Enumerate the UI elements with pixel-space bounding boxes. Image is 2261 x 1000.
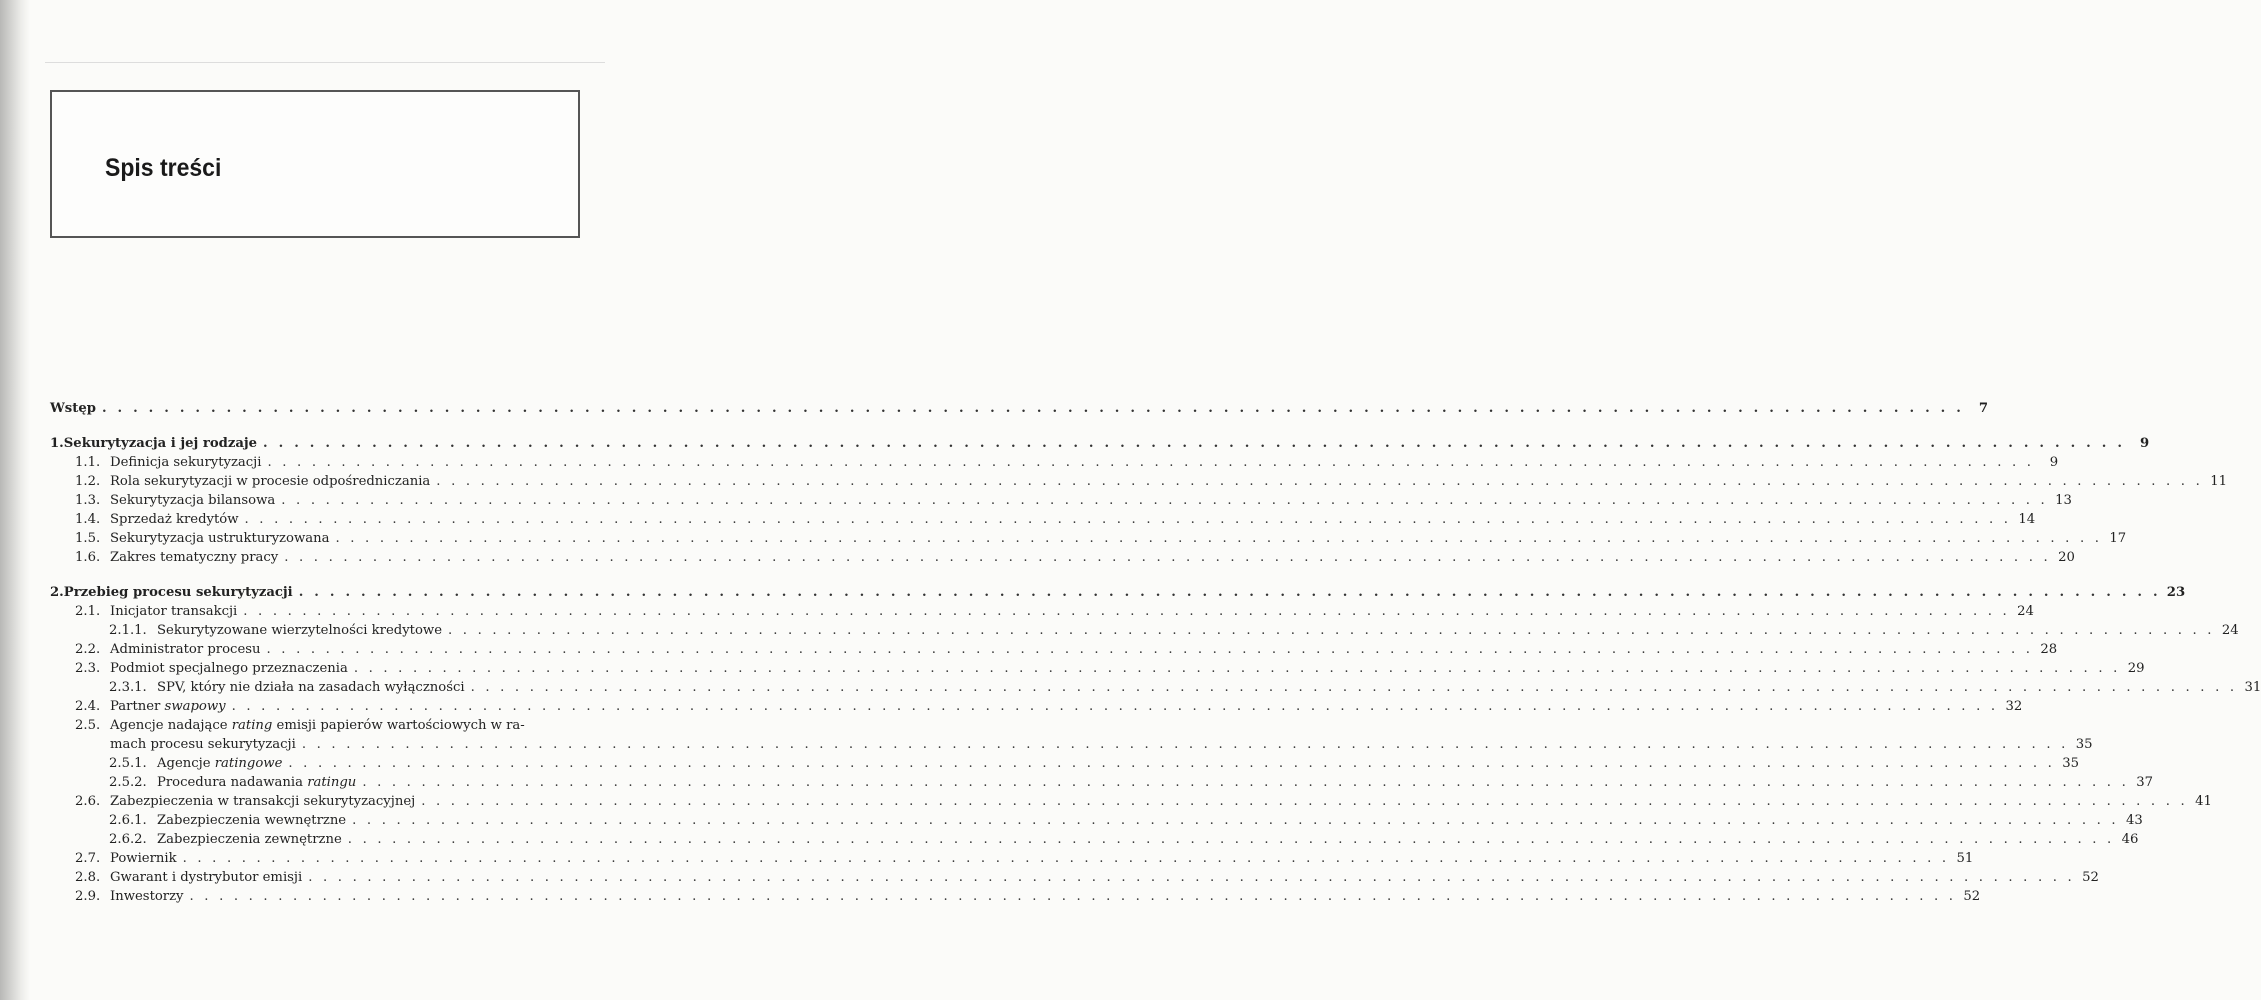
dot-leader: . . . . . . . . . . . . . . . . . . . . . . . . . . . . . . . . . . . . . . . . . . . . . . . . . . . . . . . . . . . . . . . . . . . . . . . . . . . . . . . . . . . . . . . . . . . . . . . . . . . . . . . . . . . . . . . . . . . . . . . .	[281, 493, 2048, 508]
toc-entry-label	[110, 548, 278, 567]
toc-entry-label	[110, 602, 237, 621]
toc-entry	[50, 830, 2139, 849]
dot-leader: . . . . . . . . . . . . . . . . . . . . . . . . . . . . . . . . . . . . . . . . . . . . . . . . . . . . . . . . . . . . . . . . . . . . . . . . . . . . . . . . . . . . . . . . . . . . . . . . . . . . . . . . . . . . . . . . . . . . . . . .	[266, 642, 2034, 657]
toc-entry-page: 51	[1956, 851, 1974, 866]
toc-entry-number: 2.4.	[75, 699, 101, 714]
toc-entry-label-part: Procedura nadawania	[157, 775, 308, 790]
toc-entry-number: 2.5.	[75, 718, 101, 733]
dot-leader: . . . . . . . . . . . . . . . . . . . . . . . . . . . . . . . . . . . . . . . . . . . . . . . . . . . . . . . . . . . . . . . . . . . . . . . . . . . . . . . . . . . . . . . . . . . . . . . . . . . . . . . . . . . . . . . . . . . . . . . .	[267, 455, 2035, 470]
toc-entry-page: 24	[2221, 623, 2239, 638]
toc-entry-page: 28	[2040, 642, 2058, 657]
toc-entry	[50, 773, 2153, 792]
toc-entry-label	[110, 453, 261, 472]
toc-entry-label-part: Inwestorzy	[110, 889, 184, 904]
toc-entry-label-part: ratingu	[307, 775, 357, 790]
toc-entry-number: 2.6.2.	[109, 832, 147, 847]
toc-entry-label-part: emisji papierów wartościowych w ra-	[272, 718, 525, 733]
toc-entry-label	[110, 716, 525, 735]
toc-entry-label	[110, 640, 261, 659]
dot-leader: . . . . . . . . . . . . . . . . . . . . . . . . . . . . . . . . . . . . . . . . . . . . . . . . . . . . . . . . . . . . . . . . . . . . . . . . . . . . . . . . . . . . . . . . . . . . . . . . . . . . . . . . . . . . . . . . . . . . . . . .	[244, 512, 2012, 527]
toc-entry-label-part: Agencje	[157, 756, 215, 771]
toc-entry	[50, 678, 2261, 697]
toc-entry	[50, 887, 1981, 906]
toc-entry-label	[157, 811, 346, 830]
toc-entry-number: 2.5.2.	[109, 775, 147, 790]
toc-entry-label	[110, 887, 184, 906]
toc-entry-label	[110, 849, 177, 868]
toc-entry-label	[110, 659, 348, 678]
toc-entry-number: 1.	[50, 436, 64, 451]
dot-leader: . . . . . . . . . . . . . . . . . . . . . . . . . . . . . . . . . . . . . . . . . . . . . . . . . . . . . . . . . . . . . . . . . . . . . . . . . . . . . . . . . . . . . . . . . . . . . . . . . . . . . . . . . . . . . . . . . . . . . . . .	[284, 550, 2051, 565]
toc-entry	[50, 735, 2093, 754]
toc-entry-label-part: Zakres tematyczny pracy	[110, 550, 279, 565]
toc-entry-label-part: Rola sekurytyzacji w procesie odpośredniczania	[110, 474, 431, 489]
toc-entry-number: 2.6.	[75, 794, 101, 809]
toc-entry-label-part: Powiernik	[110, 851, 177, 866]
toc-entry-page: 31	[2244, 680, 2261, 695]
toc-entry-label	[110, 735, 296, 754]
toc-entry-page: 29	[2127, 661, 2145, 676]
toc-entry	[50, 697, 2023, 716]
toc-entry-page: 23	[2166, 585, 2186, 600]
toc-entry-page: 11	[2210, 474, 2227, 489]
toc-entry	[50, 399, 1989, 418]
dot-leader: . . . . . . . . . . . . . . . . . . . . . . . . . . . . . . . . . . . . . . . . . . . . . . . . . . . . . . . . . . . . . . . . . . . . . . . . . . . . . . . . . . . . . . . . . . . . . . . . . . . . . . . . . . . . . . . . . . . . . . . .	[308, 870, 2075, 885]
toc-entry-label-part: rating	[231, 718, 273, 733]
toc-entry-page: 35	[2062, 756, 2080, 771]
toc-entry-label	[157, 773, 356, 792]
dot-leader: . . . . . . . . . . . . . . . . . . . . . . . . . . . . . . . . . . . . . . . . . . . . . . . . . . . . . . . . . . . . . . . . . . . . . . . . . . . . . . . . . . . . . . . . . . . . . . . . . . . . . . . . . . . . . . . . . . . . . . . .	[101, 401, 1965, 416]
toc-entry-label-part: Zabezpieczenia w transakcji sekurytyzacyjnej	[110, 794, 416, 809]
toc-entry-page: 52	[1963, 889, 1981, 904]
toc-entry	[50, 792, 2212, 811]
toc-entry-number: 2.8.	[75, 870, 101, 885]
toc-entry-label-part: Sekurytyzowane wierzytelności kredytowe	[157, 623, 443, 638]
toc-entry	[50, 453, 2059, 472]
toc-entry-label-part: swapowy	[164, 699, 226, 714]
toc-entry-label-part: mach procesu sekurytyzacji	[110, 737, 296, 752]
toc-entry-page: 52	[2082, 870, 2099, 885]
toc-entry	[50, 472, 2227, 491]
toc-entry-number: 1.1.	[75, 455, 101, 470]
toc-entry	[50, 716, 556, 735]
toc-entry-label	[157, 830, 342, 849]
dot-leader: . . . . . . . . . . . . . . . . . . . . . . . . . . . . . . . . . . . . . . . . . . . . . . . . . . . . . . . . . . . . . . . . . . . . . . . . . . . . . . . . . . . . . . . . . . . . . . . . . . . . . . . . . . . . . . . . . . . . . . . .	[189, 889, 1957, 904]
toc-entry-label-part: Sekurytyzacja i jej rodzaje	[63, 436, 258, 451]
toc-entry	[50, 868, 2099, 887]
dot-leader: . . . . . . . . . . . . . . . . . . . . . . . . . . . . . . . . . . . . . . . . . . . . . . . . . . . . . . . . . . . . . . . . . . . . . . . . . . . . . . . . . . . . . . . . . . . . . . . . . . . . . . . . . . . . . . . . . . . . . . . .	[352, 813, 2119, 828]
toc-entry-page: 43	[2126, 813, 2143, 828]
dot-leader: . . . . . . . . . . . . . . . . . . . . . . . . . . . . . . . . . . . . . . . . . . . . . . . . . . . . . . . . . . . . . . . . . . . . . . . . . . . . . . . . . . . . . . . . . . . . . . . . . . . . . . . . . . . . . . . . . . . . . . . .	[347, 832, 2115, 847]
dot-leader: . . . . . . . . . . . . . . . . . . . . . . . . . . . . . . . . . . . . . . . . . . . . . . . . . . . . . . . . . . . . . . . . . . . . . . . . . . . . . . . . . . . . . . . . . . . . . . . . . . . . . . . . . . . . . . . . . . . . . . . .	[421, 794, 2188, 809]
title-box	[50, 90, 580, 238]
toc-entry-label	[157, 678, 465, 697]
toc-entry-number: 1.5.	[75, 531, 101, 546]
toc-entry-page: 24	[2017, 604, 2034, 619]
toc-entry-label-part: Gwarant i dystrybutor emisji	[110, 870, 303, 885]
dot-leader: . . . . . . . . . . . . . . . . . . . . . . . . . . . . . . . . . . . . . . . . . . . . . . . . . . . . . . . . . . . . . . . . . . . . . . . . . . . . . . . . . . . . . . . . . . . . . . . . . . . . . . . . . . . . . . . . . . . . . . . .	[362, 775, 2129, 790]
toc-entry	[50, 849, 1974, 868]
toc-entry-number: 2.3.1.	[109, 680, 147, 695]
toc-entry-page: 14	[2018, 512, 2036, 527]
toc-entry-page: 13	[2055, 493, 2072, 508]
toc-entry-label-part: Administrator procesu	[110, 642, 261, 657]
toc-entry	[50, 659, 2145, 678]
toc-entry	[50, 491, 2072, 510]
toc-entry	[50, 754, 2080, 773]
dot-leader: . . . . . . . . . . . . . . . . . . . . . . . . . . . . . . . . . . . . . . . . . . . . . . . . . . . . . . . . . . . . . . . . . . . . . . . . . . . . . . . . . . . . . . . . . . . . . . . . . . . . . . . . . . . . . . . . . . . . . . . .	[182, 851, 1950, 866]
toc-entry	[50, 621, 2239, 640]
toc-entry	[50, 548, 2075, 567]
dot-leader: . . . . . . . . . . . . . . . . . . . . . . . . . . . . . . . . . . . . . . . . . . . . . . . . . . . . . . . . . . . . . . . . . . . . . . . . . . . . . . . . . . . . . . . . . . . . . . . . . . . . . . . . . . . . . . . . . . . . . . . .	[243, 604, 2010, 619]
toc-entry-page: 35	[2075, 737, 2093, 752]
toc-entry-label	[64, 434, 257, 453]
toc-entry-label-part: Podmiot specjalnego przeznaczenia	[110, 661, 348, 676]
dot-leader: . . . . . . . . . . . . . . . . . . . . . . . . . . . . . . . . . . . . . . . . . . . . . . . . . . . . . . . . . . . . . . . . . . . . . . . . . . . . . . . . . . . . . . . . . . . . . . . . . . . . . . . . . . . . . . . . . . . . . . . .	[470, 680, 2238, 695]
dot-leader: . . . . . . . . . . . . . . . . . . . . . . . . . . . . . . . . . . . . . . . . . . . . . . . . . . . . . . . . . . . . . . . . . . . . . . . . . . . . . . . . . . . . . . . . . . . . . . . . . . . . . . . . . . . . . . . . . . . . . . . .	[448, 623, 2215, 638]
toc-entry-label-part: Sekurytyzacja bilansowa	[110, 493, 276, 508]
dot-leader: . . . . . . . . . . . . . . . . . . . . . . . . . . . . . . . . . . . . . . . . . . . . . . . . . . . . . . . . . . . . . . . . . . . . . . . . . . . . . . . . . . . . . . . . . . . . . . . . . . . . . . . . . . . . . . . . . . . . . . . .	[298, 585, 2161, 600]
toc-entry-label	[64, 583, 293, 602]
toc-entry	[50, 811, 2143, 830]
toc-entry	[50, 583, 2186, 602]
toc-entry-label-part: Sprzedaż kredytów	[110, 512, 239, 527]
toc-entry-page: 32	[2005, 699, 2023, 714]
toc-entry-label-part: Inicjator transakcji	[110, 604, 238, 619]
toc-entry-page: 46	[2121, 832, 2139, 847]
dot-leader: . . . . . . . . . . . . . . . . . . . . . . . . . . . . . . . . . . . . . . . . . . . . . . . . . . . . . . . . . . . . . . . . . . . . . . . . . . . . . . . . . . . . . . . . . . . . . . . . . . . . . . . . . . . . . . . . . . . . . . . .	[301, 737, 2069, 752]
toc-entry-label	[110, 529, 329, 548]
toc-entry-label-part: Zabezpieczenia zewnętrzne	[157, 832, 342, 847]
toc-entry-number: 2.5.1.	[109, 756, 147, 771]
toc-entry-label	[110, 868, 302, 887]
toc-entry-page: 37	[2136, 775, 2153, 790]
dot-leader: . . . . . . . . . . . . . . . . . . . . . . . . . . . . . . . . . . . . . . . . . . . . . . . . . . . . . . . . . . . . . . . . . . . . . . . . . . . . . . . . . . . . . . . . . . . . . . . . . . . . . . . . . . . . . . . . . . . . . . . .	[436, 474, 2203, 489]
toc-entry-number: 1.3.	[75, 493, 101, 508]
page-gutter-shadow	[0, 0, 30, 1000]
toc-entry	[50, 640, 2058, 659]
toc-entry-label	[110, 491, 275, 510]
toc-entry-number: 2.6.1.	[109, 813, 147, 828]
toc-entry-number: 2.	[50, 585, 64, 600]
table-of-contents	[50, 399, 2261, 906]
toc-entry-page: 9	[2139, 436, 2150, 451]
toc-entry-label-part: Agencje nadające	[110, 718, 232, 733]
toc-entry-label-part: SPV, który nie działa na zasadach wyłączności	[157, 680, 465, 695]
toc-entry-page: 17	[2109, 531, 2127, 546]
toc-entry-label	[110, 472, 430, 491]
toc-entry-label-part: Partner	[110, 699, 165, 714]
toc-entry	[50, 510, 2036, 529]
toc-entry-label-part: Definicja sekurytyzacji	[110, 455, 262, 470]
dot-leader: . . . . . . . . . . . . . . . . . . . . . . . . . . . . . . . . . . . . . . . . . . . . . . . . . . . . . . . . . . . . . . . . . . . . . . . . . . . . . . . . . . . . . . . . . . . . . . . . . . . . . . . . . . . . . . . . . . . . . . . .	[231, 699, 1999, 714]
toc-entry-number: 2.1.1.	[109, 623, 147, 638]
toc-entry-label	[110, 510, 239, 529]
toc-entry-label-part: Sekurytyzacja ustrukturyzowana	[110, 531, 330, 546]
toc-entry-number: 1.4.	[75, 512, 101, 527]
toc-entry-page: 7	[1978, 401, 1989, 416]
toc-entry-label	[110, 697, 226, 716]
toc-entry-number: 2.7.	[75, 851, 101, 866]
toc-entry-page: 41	[2195, 794, 2212, 809]
toc-entry-label-part: Przebieg procesu sekurytyzacji	[63, 585, 293, 600]
toc-entry-number: 2.1.	[75, 604, 101, 619]
dot-leader: . . . . . . . . . . . . . . . . . . . . . . . . . . . . . . . . . . . . . . . . . . . . . . . . . . . . . . . . . . . . . . . . . . . . . . . . . . . . . . . . . . . . . . . . . . . . . . . . . . . . . . . . . . . . . . . . . . . . . . . .	[335, 531, 2103, 546]
toc-entry-page: 20	[2058, 550, 2075, 565]
show-through-line	[45, 62, 605, 63]
toc-entry	[50, 529, 2127, 548]
dot-leader: . . . . . . . . . . . . . . . . . . . . . . . . . . . . . . . . . . . . . . . . . . . . . . . . . . . . . . . . . . . . . . . . . . . . . . . . . . . . . . . . . . . . . . . . . . . . . . . . . . . . . . . . . . . . . . . . . . . . . . . .	[353, 661, 2121, 676]
toc-entry-label	[157, 754, 282, 773]
toc-entry-number: 1.2.	[75, 474, 101, 489]
toc-entry-label	[157, 621, 442, 640]
toc-entry-number: 2.9.	[75, 889, 101, 904]
toc-entry-number: 1.6.	[75, 550, 101, 565]
toc-entry-number: 2.3.	[75, 661, 101, 676]
toc-entry-label	[110, 792, 415, 811]
toc-entry-page: 9	[2049, 455, 2059, 470]
toc-entry	[50, 434, 2150, 453]
toc-entry-label-part: Wstęp	[50, 401, 96, 416]
toc-entry-number: 2.2.	[75, 642, 101, 657]
toc-entry-label-part: Zabezpieczenia wewnętrzne	[157, 813, 347, 828]
toc-entry-label-part: ratingowe	[214, 756, 283, 771]
dot-leader: . . . . . . . . . . . . . . . . . . . . . . . . . . . . . . . . . . . . . . . . . . . . . . . . . . . . . . . . . . . . . . . . . . . . . . . . . . . . . . . . . . . . . . . . . . . . . . . . . . . . . . . . . . . . . . . . . . . . . . . .	[288, 756, 2056, 771]
toc-entry	[50, 602, 2034, 621]
toc-entry-label	[50, 399, 96, 418]
page-title: Spis treści	[105, 154, 222, 182]
dot-leader: . . . . . . . . . . . . . . . . . . . . . . . . . . . . . . . . . . . . . . . . . . . . . . . . . . . . . . . . . . . . . . . . . . . . . . . . . . . . . . . . . . . . . . . . . . . . . . . . . . . . . . . . . . . . . . . . . . . . . . . .	[263, 436, 2126, 451]
